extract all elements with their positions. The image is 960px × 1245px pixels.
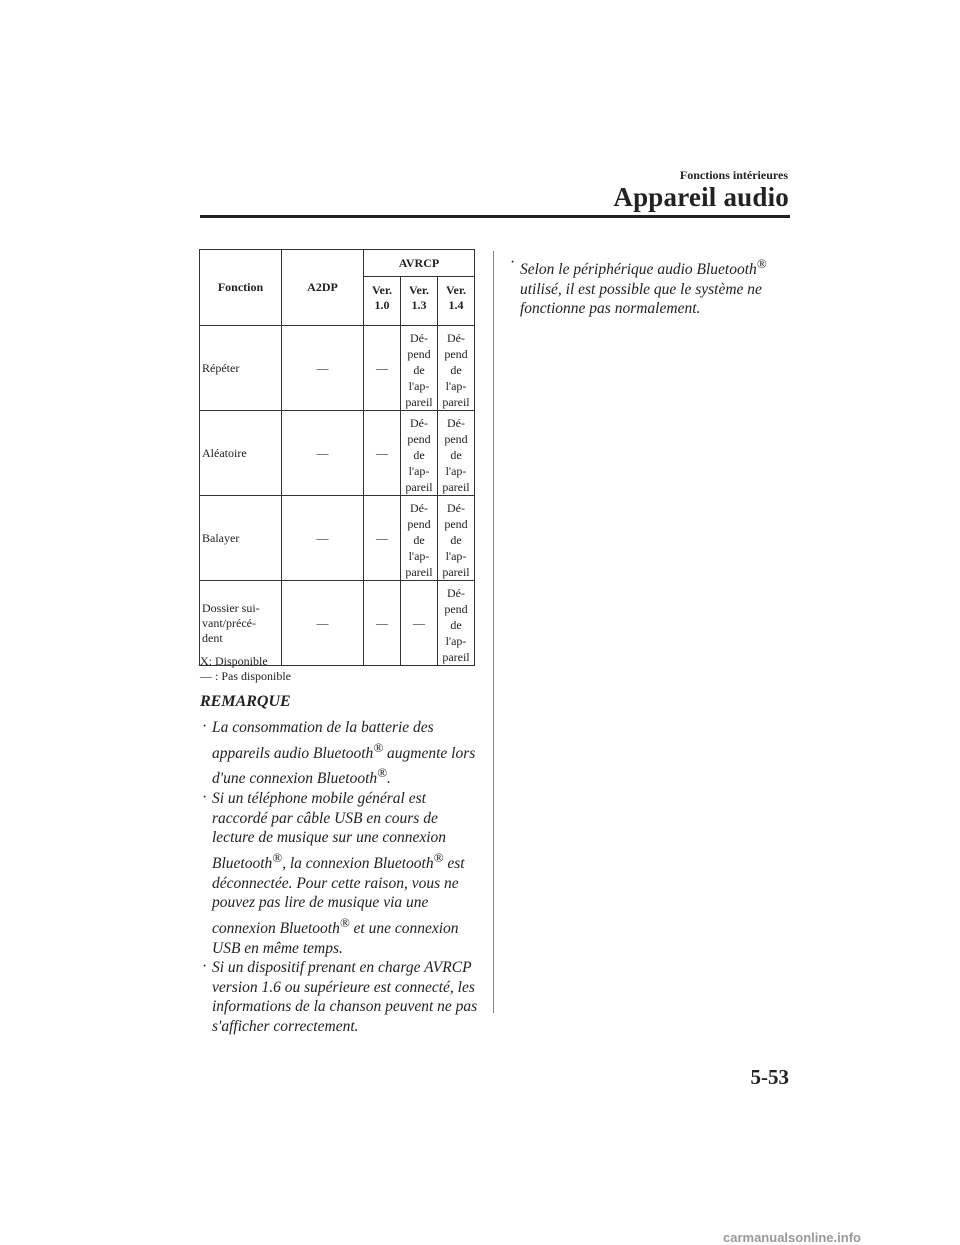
header-ver-1-3: Ver. 1.3 [401,277,438,326]
page-number: 5-53 [750,1065,789,1089]
ver-1-0-cell: — [364,581,401,666]
table-legend [200,654,291,684]
header-a2dp: A2DP [282,250,364,326]
a2dp-cell: — [282,581,364,666]
column-divider [493,251,494,1013]
page-title: Appareil audio [613,182,789,212]
watermark: carmanualsonline.info [723,1230,861,1245]
compatibility-table [199,249,475,666]
remark-note: · Selon le périphérique audio Bluetooth® utilisé, il est possible que le système ne fonctionne pas normalement. [508,254,790,319]
ver-1-3-cell: Dé- pend de l'ap- pareil [401,496,438,581]
header-section-label: Fonctions intérieures [679,168,788,182]
ver-1-4-cell: Dé- pend de l'ap- pareil [438,411,475,496]
a2dp-cell: — [282,411,364,496]
function-cell: Balayer [200,496,282,581]
table-row [200,326,475,411]
table-row [200,496,475,581]
header-avrcp: AVRCP [364,250,475,277]
function-cell: Aléatoire [200,411,282,496]
remark-note: · La consommation de la batterie des appareils audio Bluetooth® augmente lors d'une connexion Bluetooth®. [200,718,482,789]
ver-1-4-cell: Dé- pend de l'ap- pareil [438,496,475,581]
header-ver-1-4: Ver. 1.4 [438,277,475,326]
table-row [200,581,475,666]
function-cell: Dossier sui- vant/précé- dent [200,581,282,666]
remark-notes-right [508,254,790,319]
table-row [200,411,475,496]
a2dp-cell: — [282,496,364,581]
remark-heading: REMARQUE [200,693,291,710]
function-cell: Répéter [200,326,282,411]
ver-1-3-cell: Dé- pend de l'ap- pareil [401,326,438,411]
header-ver-1-0: Ver. 1.0 [364,277,401,326]
table-header-row [200,250,475,277]
ver-1-4-cell: Dé- pend de l'ap- pareil [438,326,475,411]
ver-1-4-cell: Dé- pend de l'ap- pareil [438,581,475,666]
header-divider [200,215,790,218]
remark-note: · Si un téléphone mobile général est raccordé par câble USB en cours de lecture de musique sur une connexion Bluetooth®, la connexion Bluetooth® est déconnectée. Pour cette raison, vous ne pouvez pas lire de musique via une connexion Bluetooth® et une connexion USB en même temps. [200,789,482,958]
ver-1-3-cell: — [401,581,438,666]
ver-1-3-cell: Dé- pend de l'ap- pareil [401,411,438,496]
legend-available: X: Disponible [200,654,268,668]
header-function: Fonction [200,250,282,326]
a2dp-cell: — [282,326,364,411]
ver-1-0-cell: — [364,496,401,581]
legend-unavailable: — : Pas disponible [200,669,292,683]
remark-note: · Si un dispositif prenant en charge AVRCP version 1.6 ou supérieure est connecté, les informations de la chanson peuvent ne pas s'afficher correctement. [200,958,482,1036]
remark-notes-left [200,718,482,1037]
ver-1-0-cell: — [364,326,401,411]
ver-1-0-cell: — [364,411,401,496]
